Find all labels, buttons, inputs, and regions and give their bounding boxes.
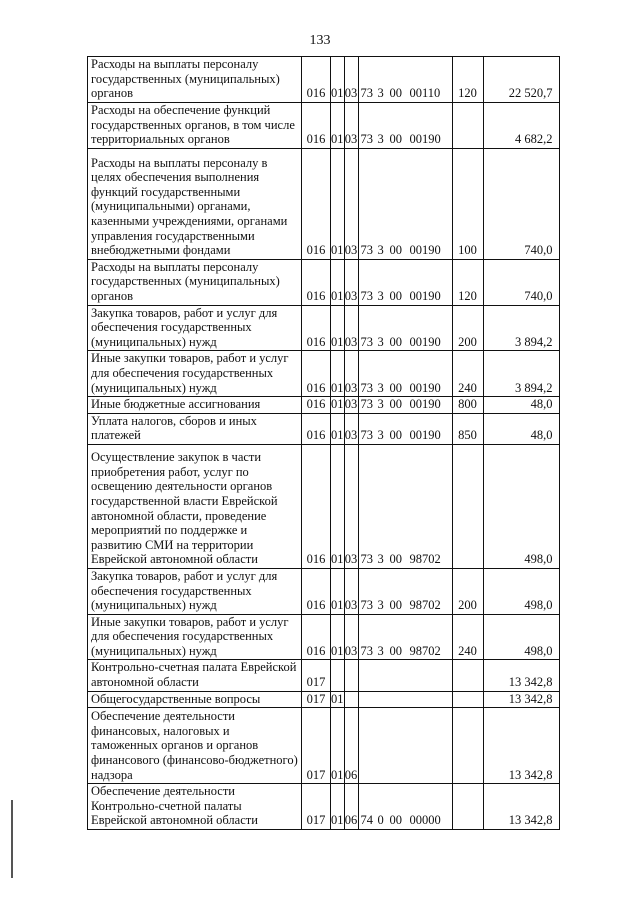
table-row: [88, 102, 560, 148]
row-expense-type: 200: [452, 568, 483, 614]
row-name: Обеспечение деятельности Контрольно-счетной палаты Еврейской автономной области: [88, 784, 302, 830]
row-razdel: 01: [331, 614, 345, 660]
row-expense-type: 850: [452, 413, 483, 444]
target-article-part: 00: [389, 813, 402, 828]
table-row: [88, 305, 560, 351]
target-article-part: 00: [389, 288, 402, 303]
target-article-part: 73: [360, 132, 373, 147]
target-article-part: 73: [360, 243, 373, 258]
table-row: [88, 351, 560, 397]
row-name: Расходы на выплаты персоналу в целях обеспечения выполнения функций государственными (муниципальными) органами, казенными учреждениями, органами управления государственными внебюджетными фондами: [88, 148, 302, 259]
row-podrazdel: 03: [344, 614, 358, 660]
row-razdel: 01: [331, 148, 345, 259]
row-razdel: 01: [331, 413, 345, 444]
row-target-article: [358, 614, 452, 660]
row-target-article: [358, 691, 452, 708]
row-expense-type: 800: [452, 397, 483, 414]
row-amount: 13 342,8: [483, 691, 559, 708]
target-article-part: 74: [360, 813, 373, 828]
row-target-article: [358, 102, 452, 148]
row-razdel: 01: [331, 259, 345, 305]
target-article-part: 00190: [409, 243, 441, 258]
target-article-part: 3: [377, 86, 384, 101]
row-podrazdel: 03: [344, 102, 358, 148]
target-article-part: 73: [360, 288, 373, 303]
row-target-article: [358, 784, 452, 830]
row-expense-type: [452, 444, 483, 568]
row-podrazdel: 03: [344, 305, 358, 351]
row-razdel: 01: [331, 102, 345, 148]
target-article-part: 00190: [409, 132, 441, 147]
target-article-part: 3: [377, 288, 384, 303]
row-amount: 13 342,8: [483, 660, 559, 691]
table-row: [88, 708, 560, 784]
table-row: [88, 691, 560, 708]
target-article-part: 3: [377, 428, 384, 443]
row-glava: 017: [302, 708, 331, 784]
row-target-article: [358, 305, 452, 351]
target-article-part: 00190: [409, 334, 441, 349]
row-expense-type: 240: [452, 351, 483, 397]
row-name: Уплата налогов, сборов и иных платежей: [88, 413, 302, 444]
target-article-part: 3: [377, 397, 384, 412]
target-article-part: 73: [360, 397, 373, 412]
target-article-part: 00190: [409, 397, 441, 412]
row-podrazdel: 03: [344, 444, 358, 568]
row-razdel: 01: [331, 784, 345, 830]
row-podrazdel: 03: [344, 397, 358, 414]
row-amount: 498,0: [483, 614, 559, 660]
row-podrazdel: 03: [344, 568, 358, 614]
row-target-article: [358, 397, 452, 414]
table-row: [88, 57, 560, 103]
row-name: Закупка товаров, работ и услуг для обеспечения государственных (муниципальных) нужд: [88, 568, 302, 614]
row-razdel: 01: [331, 444, 345, 568]
row-razdel: 01: [331, 708, 345, 784]
target-article-part: 73: [360, 86, 373, 101]
target-article-part: 00: [389, 243, 402, 258]
row-glava: 016: [302, 568, 331, 614]
row-podrazdel: 03: [344, 413, 358, 444]
row-podrazdel: 06: [344, 708, 358, 784]
row-glava: 016: [302, 444, 331, 568]
row-razdel: 01: [331, 57, 345, 103]
target-article-part: 00: [389, 428, 402, 443]
row-target-article: [358, 444, 452, 568]
table-row: [88, 614, 560, 660]
target-article-part: 73: [360, 552, 373, 567]
row-amount: 498,0: [483, 568, 559, 614]
row-podrazdel: [344, 691, 358, 708]
target-article-part: 98702: [409, 643, 441, 658]
table-row: [88, 660, 560, 691]
left-margin-rule: [11, 800, 13, 878]
row-name: Обеспечение деятельности финансовых, налоговых и таможенных органов и органов финансового (финансово-бюджетного) надзора: [88, 708, 302, 784]
row-amount: 740,0: [483, 259, 559, 305]
row-expense-type: 240: [452, 614, 483, 660]
table-row: [88, 148, 560, 259]
row-target-article: [358, 413, 452, 444]
row-podrazdel: 03: [344, 259, 358, 305]
row-target-article: [358, 57, 452, 103]
row-amount: 13 342,8: [483, 784, 559, 830]
row-glava: 017: [302, 784, 331, 830]
target-article-part: 0: [377, 813, 384, 828]
row-glava: 017: [302, 691, 331, 708]
target-article-part: 3: [377, 643, 384, 658]
row-expense-type: 120: [452, 259, 483, 305]
target-article-part: 00190: [409, 288, 441, 303]
row-glava: 016: [302, 397, 331, 414]
target-article-part: 3: [377, 552, 384, 567]
row-glava: 016: [302, 102, 331, 148]
target-article-part: 00: [389, 552, 402, 567]
row-podrazdel: [344, 660, 358, 691]
target-article-part: 73: [360, 334, 373, 349]
row-amount: 3 894,2: [483, 305, 559, 351]
target-article-part: 98702: [409, 598, 441, 613]
table-row: [88, 397, 560, 414]
target-article-part: 00: [389, 86, 402, 101]
target-article-part: 00: [389, 132, 402, 147]
row-glava: 017: [302, 660, 331, 691]
target-article-part: 3: [377, 334, 384, 349]
target-article-part: 00: [389, 397, 402, 412]
table-row: [88, 568, 560, 614]
target-article-part: 3: [377, 132, 384, 147]
row-amount: 48,0: [483, 413, 559, 444]
row-amount: 498,0: [483, 444, 559, 568]
row-podrazdel: 03: [344, 57, 358, 103]
row-razdel: 01: [331, 305, 345, 351]
row-name: Расходы на выплаты персоналу государственных (муниципальных) органов: [88, 57, 302, 103]
row-name: Расходы на выплаты персоналу государственных (муниципальных) органов: [88, 259, 302, 305]
row-glava: 016: [302, 305, 331, 351]
row-target-article: [358, 708, 452, 784]
row-glava: 016: [302, 259, 331, 305]
row-razdel: 01: [331, 397, 345, 414]
row-name: Осуществление закупок в части приобретения работ, услуг по освещению деятельности органов государственной власти Еврейской автономной области, проведение мероприятий по поддержке и развитию СМИ на территории Еврейской автономной области: [88, 444, 302, 568]
row-expense-type: 100: [452, 148, 483, 259]
target-article-part: 3: [377, 598, 384, 613]
page-number: 133: [309, 33, 331, 48]
row-expense-type: 200: [452, 305, 483, 351]
row-name: Иные бюджетные ассигнования: [88, 397, 302, 414]
target-article-part: 73: [360, 598, 373, 613]
target-article-part: 98702: [409, 552, 441, 567]
row-glava: 016: [302, 148, 331, 259]
row-name: Контрольно-счетная палата Еврейской автономной области: [88, 660, 302, 691]
target-article-part: 00: [389, 598, 402, 613]
table-row: [88, 413, 560, 444]
row-razdel: 01: [331, 351, 345, 397]
row-target-article: [358, 351, 452, 397]
row-name: Иные закупки товаров, работ и услуг для обеспечения государственных (муниципальных) нужд: [88, 614, 302, 660]
target-article-part: 73: [360, 428, 373, 443]
table-row: [88, 784, 560, 830]
row-target-article: [358, 259, 452, 305]
row-podrazdel: 06: [344, 784, 358, 830]
row-name: Закупка товаров, работ и услуг для обеспечения государственных (муниципальных) нужд: [88, 305, 302, 351]
target-article-part: 00190: [409, 428, 441, 443]
target-article-part: 73: [360, 380, 373, 395]
row-glava: 016: [302, 413, 331, 444]
row-expense-type: [452, 691, 483, 708]
row-name: Расходы на обеспечение функций государственных органов, в том числе территориальных органов: [88, 102, 302, 148]
row-name: Общегосударственные вопросы: [88, 691, 302, 708]
target-article-part: 00: [389, 334, 402, 349]
target-article-part: 00110: [409, 86, 441, 101]
row-glava: 016: [302, 351, 331, 397]
row-expense-type: [452, 102, 483, 148]
row-amount: 13 342,8: [483, 708, 559, 784]
row-glava: 016: [302, 57, 331, 103]
row-target-article: [358, 660, 452, 691]
row-razdel: [331, 660, 345, 691]
row-name: Иные закупки товаров, работ и услуг для обеспечения государственных (муниципальных) нужд: [88, 351, 302, 397]
target-article-part: 00: [389, 380, 402, 395]
row-podrazdel: 03: [344, 148, 358, 259]
row-expense-type: [452, 660, 483, 691]
target-article-part: 73: [360, 643, 373, 658]
row-razdel: 01: [331, 691, 345, 708]
row-glava: 016: [302, 614, 331, 660]
row-expense-type: 120: [452, 57, 483, 103]
row-razdel: 01: [331, 568, 345, 614]
row-amount: 740,0: [483, 148, 559, 259]
target-article-part: 3: [377, 380, 384, 395]
row-podrazdel: 03: [344, 351, 358, 397]
target-article-part: 00000: [409, 813, 441, 828]
row-target-article: [358, 568, 452, 614]
row-expense-type: [452, 708, 483, 784]
budget-table: [87, 56, 560, 830]
row-amount: 3 894,2: [483, 351, 559, 397]
row-amount: 22 520,7: [483, 57, 559, 103]
target-article-part: 3: [377, 243, 384, 258]
table-row: [88, 444, 560, 568]
row-target-article: [358, 148, 452, 259]
target-article-part: 00: [389, 643, 402, 658]
row-amount: 4 682,2: [483, 102, 559, 148]
row-expense-type: [452, 784, 483, 830]
row-amount: 48,0: [483, 397, 559, 414]
target-article-part: 00190: [409, 380, 441, 395]
table-row: [88, 259, 560, 305]
